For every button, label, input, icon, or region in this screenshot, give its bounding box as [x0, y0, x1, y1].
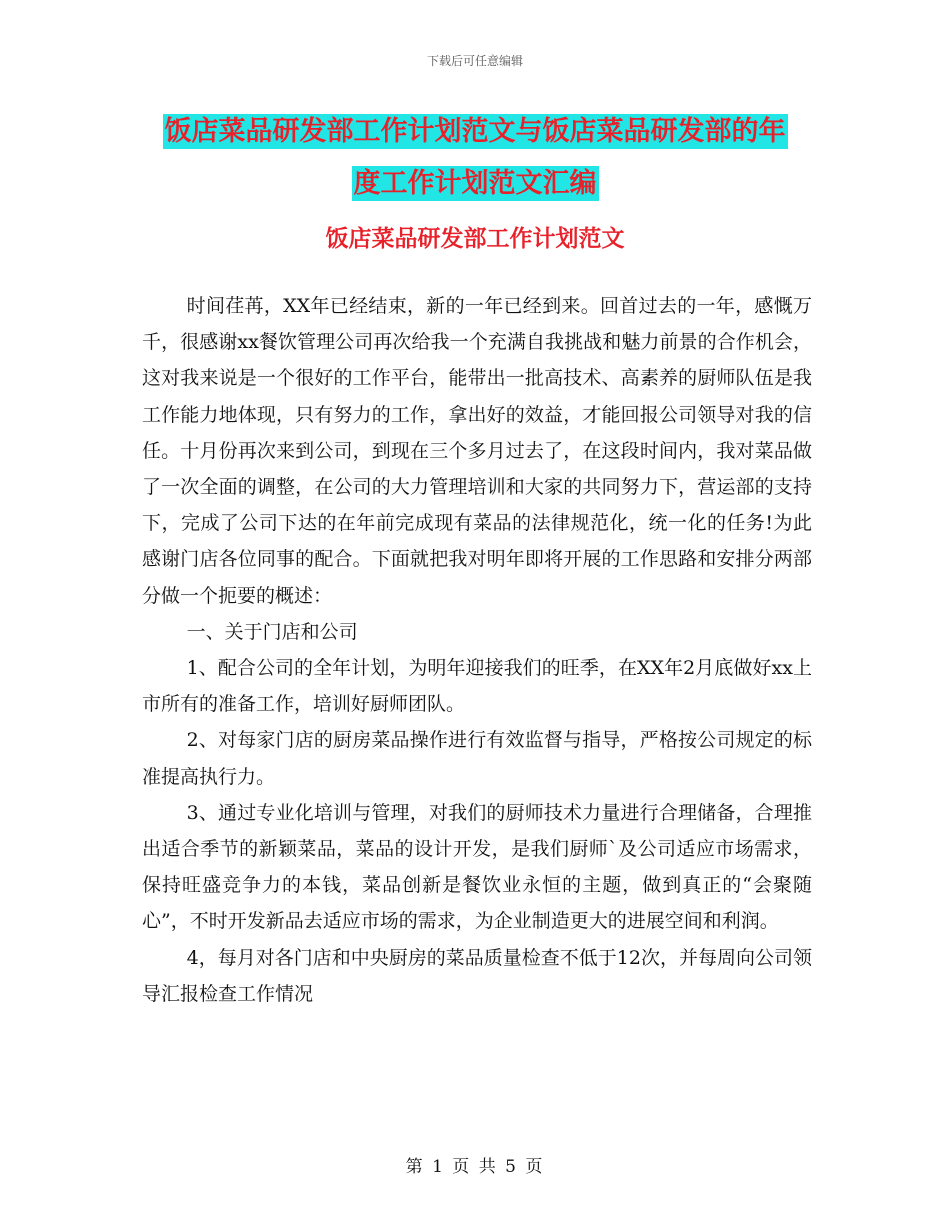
document-title — [0, 106, 950, 210]
title-line-1-text: 饭店菜品研发部工作计划范文与饭店菜品研发部的年 — [164, 116, 786, 147]
paragraph-item-4: 4，每月对各门店和中央厨房的菜品质量检查不低于12次，并每周向公司领导汇报检查工作情况 — [142, 946, 812, 1005]
page-footer: 第 1 页 共 5 页 — [405, 1157, 545, 1177]
paragraph-item-1: 1、配合公司的全年计划，为明年迎接我们的旺季，在XX年2月底做好xx上市所有的准备工作，培训好厨师团队。 — [142, 657, 812, 716]
title-line-2 — [0, 158, 950, 210]
section-title: 饭店菜品研发部工作计划范文 — [325, 226, 625, 252]
paragraph-intro: 时间荏苒，XX年已经结束，新的一年已经到来。回首过去的一年，感慨万千，很感谢xx餐饮管理公司再次给我一个充满自我挑战和魅力前景的合作机会，这对我来说是一个很好的工作平台，能带出一批高技术、高素养的厨师队伍是我工作能力地体现，只有努力的工作，拿出好的效益，才能回报公司领导对我的信任。十月份再次来到公司，到现在三个多月过去了，在这段时间内，我对菜品做了一次全面的调整，在公司的大力管理培训和大家的共同努力下，营运部的支持下，完成了公司下达的在年前完成现有菜品的法律规范化，统一化的任务!为此感谢门店各位同事的配合。下面就把我对明年即将开展的工作思路和安排分两部分做一个扼要的概述： — [142, 295, 812, 607]
title-line-1 — [0, 106, 950, 158]
document-body — [142, 288, 812, 1012]
paragraph-heading-1: 一、关于门店和公司 — [186, 620, 358, 643]
paragraph-item-3: 3、通过专业化培训与管理，对我们的厨师技术力量进行合理储备，合理推出适合季节的新颖菜品，菜品的设计开发，是我们厨师`及公司适应市场需求，保持旺盛竞争力的本钱，菜品创新是餐饮业永恒的主题，做到真正的“会聚随心”，不时开发新品去适应市场的需求，为企业制造更大的进展空间和利润。 — [142, 801, 812, 933]
paragraph-item-2: 2、对每家门店的厨房菜品操作进行有效监督与指导，严格按公司规定的标准提高执行力。 — [142, 729, 812, 788]
header-note: 下载后可任意编辑 — [426, 54, 523, 68]
title-line-2-text: 度工作计划范文汇编 — [353, 168, 597, 199]
